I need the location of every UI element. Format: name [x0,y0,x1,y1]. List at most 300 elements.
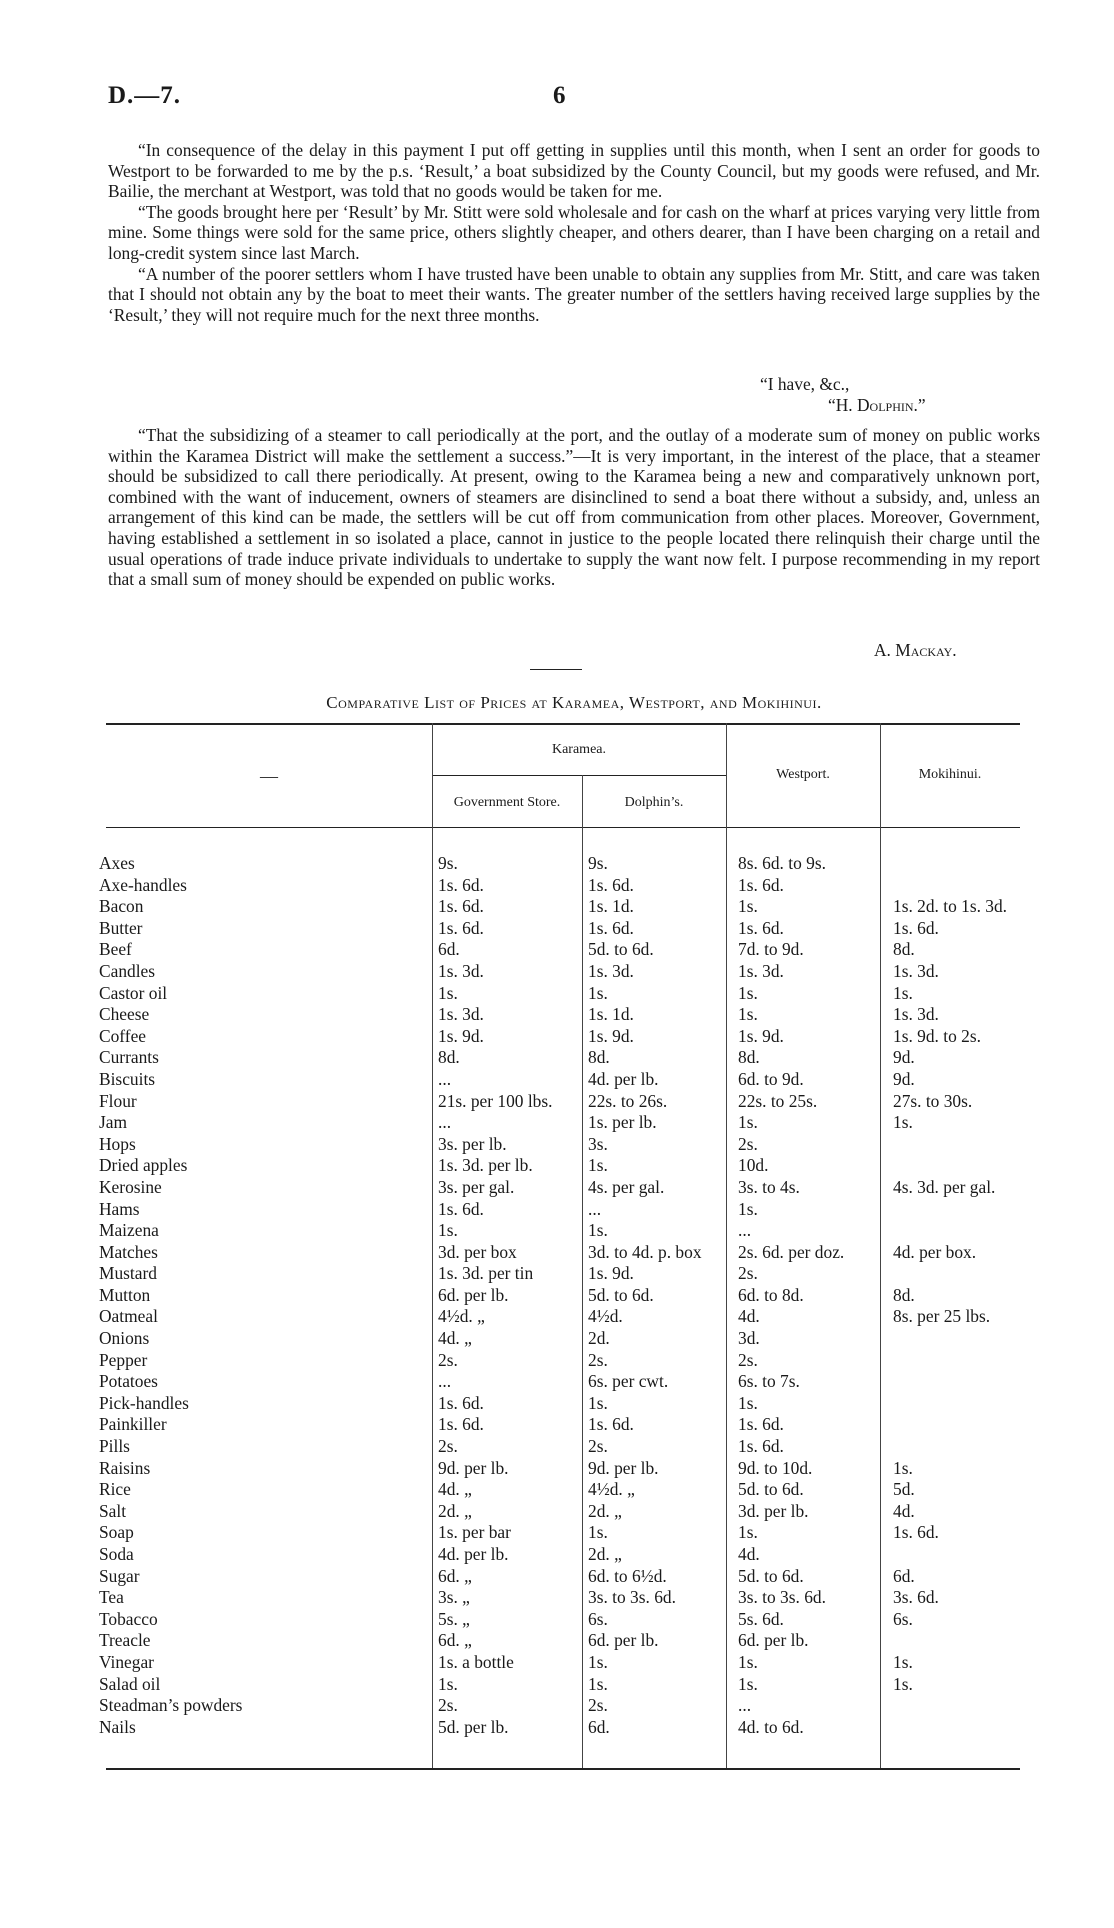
cell-article [99,1047,427,1069]
gov-value: 6d. per lb. [438,1284,509,1305]
dol-value: 4½d. „ [588,1479,635,1500]
cell-gov [438,939,578,961]
cell-dol [588,1134,728,1156]
mok-value: 1s. 6d. [893,1522,939,1543]
table-row [0,1544,1114,1566]
article-value: Tea [99,1587,124,1608]
cell-gov [438,1371,578,1393]
cell-gov [438,1112,578,1134]
gov-value: 1s. 3d. per tin [438,1263,534,1284]
dol-value: 1s. 9d. [588,1025,634,1046]
cell-gov [438,1177,578,1199]
cell-wes [738,1350,883,1372]
cell-dol [588,961,728,983]
cell-mok [893,1566,1043,1588]
cell-dol [588,1544,728,1566]
cell-article [99,1285,427,1307]
table-title: Comparative List of Prices at Karamea, Westport, and Mokihinui. [326,693,822,712]
dol-value: 1s. [588,1673,608,1694]
cell-wes [738,1479,883,1501]
cell-wes [738,1458,883,1480]
cell-article [99,1458,427,1480]
article-value: Cheese [99,1004,150,1025]
cell-mok [893,1522,1043,1544]
cell-wes [738,1414,883,1436]
cell-wes [738,896,883,918]
cell-gov [438,1328,578,1350]
wes-value: 5d. to 6d. [738,1479,804,1500]
wes-value: 1s. 3d. [738,960,784,981]
gov-value: 6d. „ [438,1630,472,1651]
gov-value: 2s. [438,1436,458,1457]
table-row [0,1177,1114,1199]
wes-value: 5s. 6d. [738,1608,784,1629]
cell-gov [438,1479,578,1501]
table-row [0,1414,1114,1436]
cell-dol [588,1674,728,1696]
price-table-body [0,853,1114,1738]
cell-wes [738,1242,883,1264]
cell-mok [893,1587,1043,1609]
cell-gov [438,1220,578,1242]
mok-value: 1s. 3d. [893,960,939,981]
table-bottom-rule [106,1768,1020,1770]
gov-value: 1s. 6d. [438,1414,484,1435]
dol-value: 9s. [588,853,608,873]
cell-article [99,1479,427,1501]
article-value: Soda [99,1544,134,1564]
cell-dol [588,1328,728,1350]
article-value: Salad oil [99,1673,161,1694]
dol-value: 1s. 1d. [588,1004,634,1025]
cell-gov [438,1609,578,1631]
dol-value: 1s. per lb. [588,1112,657,1133]
cell-article [99,1587,427,1609]
cell-mok [893,1458,1043,1480]
cell-wes [738,1393,883,1415]
cell-wes [738,1285,883,1307]
cell-gov [438,961,578,983]
wes-value: ... [738,1695,752,1716]
mok-value: 1s. 3d. [893,1004,939,1025]
mok-value: 8s. per 25 lbs. [893,1306,991,1327]
header-westport: Westport. [776,767,830,782]
cell-gov [438,1242,578,1264]
mok-value: 8d. [893,1284,915,1305]
cell-dol [588,1004,728,1026]
article-value: Raisins [99,1457,151,1478]
gov-value: 3d. per box [438,1241,517,1262]
gov-value: ... [438,1112,452,1133]
cell-mok [893,961,1043,983]
wes-value: 1s. [738,1673,758,1694]
wes-value: 6d. per lb. [738,1630,809,1651]
dol-value: 2s. [588,1349,608,1370]
cell-dol [588,1566,728,1588]
wes-value: 2s. [738,1349,758,1370]
cell-dol [588,1652,728,1674]
cell-wes [738,1436,883,1458]
cell-article [99,1220,427,1242]
gov-value: 1s. 3d. per lb. [438,1155,533,1176]
gov-value: 1s. 6d. [438,874,484,895]
cell-gov [438,1587,578,1609]
paper-reference: D.—7. [108,82,182,109]
letter-body [108,140,1040,325]
table-row [0,875,1114,897]
cell-gov [438,1134,578,1156]
article-value: Dried apples [99,1155,188,1176]
cell-dol [588,1501,728,1523]
dol-value: 1s. [588,1651,608,1672]
wes-value: ... [738,1220,752,1241]
cell-article [99,1674,427,1696]
cell-wes [738,1652,883,1674]
dol-value: 1s. [588,1155,608,1176]
report-signature: A. Mackay. [874,640,957,660]
gov-value: 1s. 3d. [438,960,484,981]
cell-wes [738,1155,883,1177]
article-value: Butter [99,917,143,938]
cell-wes [738,1306,883,1328]
gov-value: ... [438,1068,452,1089]
cell-wes [738,1674,883,1696]
header-bottom-rule [106,827,1020,828]
dol-value: 2d. „ [588,1544,622,1564]
cell-dol [588,1717,728,1739]
cell-wes [738,1544,883,1566]
cell-mok [893,1501,1043,1523]
cell-dol [588,1414,728,1436]
mok-value: 9d. [893,1068,915,1089]
cell-dol [588,1436,728,1458]
cell-dol [588,1242,728,1264]
wes-value: 8s. 6d. to 9s. [738,853,826,873]
cell-wes [738,1112,883,1134]
mok-value: 5d. [893,1479,915,1500]
wes-value: 1s. 9d. [738,1025,784,1046]
dol-value: 1s. [588,1392,608,1413]
wes-value: 1s. [738,982,758,1003]
cell-wes [738,1091,883,1113]
cell-mok [893,896,1043,918]
table-row [0,1199,1114,1221]
cell-mok [893,983,1043,1005]
gov-value: 1s. [438,1220,458,1241]
wes-value: 8d. [738,1047,760,1068]
table-row [0,1371,1114,1393]
mok-value: 1s. [893,1651,913,1672]
cell-dol [588,1479,728,1501]
gov-value: 1s. 6d. [438,917,484,938]
gov-value: 9d. per lb. [438,1457,509,1478]
cell-wes [738,1522,883,1544]
mok-value: 6d. [893,1565,915,1586]
letter-paragraph-3: “A number of the poorer settlers whom I have trusted have been unable to obtain any supplies from Mr. Stitt, and care was taken that I should not obtain any by the boat to meet their wants. The greater number of the settlers having received large supplies by the ‘Result,’ they will not require much for the next three months. [108,263,1040,325]
cell-wes [738,1004,883,1026]
wes-value: 1s. [738,896,758,917]
letter-paragraph-2: “The goods brought here per ‘Result’ by Mr. Stitt were sold wholesale and for cash on the wharf at prices varying very little from mine. Some things were sold for the same price, others slightly cheaper, and others dearer, than I have been charging on a retail and long-credit system since last March. [108,201,1040,263]
header-government-store: Government Store. [453,795,561,810]
cell-dol [588,1220,728,1242]
table-row [0,1393,1114,1415]
table-row [0,1026,1114,1048]
cell-dol [588,1306,728,1328]
cell-article [99,1436,427,1458]
cell-gov [438,1199,578,1221]
cell-article [99,1522,427,1544]
article-value: Beef [99,939,132,960]
letter-signature: “H. Dolphin.” [828,395,926,415]
mok-value: 4d. [893,1500,915,1521]
dol-value: 2d. [588,1328,610,1349]
wes-value: 4d. to 6d. [738,1716,804,1737]
table-row [0,1047,1114,1069]
cell-wes [738,918,883,940]
dol-value: 2s. [588,1436,608,1457]
cell-dol [588,875,728,897]
dol-value: 6s. per cwt. [588,1371,669,1392]
table-row [0,1285,1114,1307]
cell-gov [438,1566,578,1588]
cell-wes [738,1177,883,1199]
gov-value: 6d. [438,939,460,960]
table-row [0,1674,1114,1696]
cell-article [99,1306,427,1328]
article-value: Soap [99,1522,134,1543]
cell-article [99,983,427,1005]
gov-value: 9s. [438,853,458,873]
wes-value: 4d. [738,1544,760,1564]
cell-gov [438,1155,578,1177]
cell-mok [893,1652,1043,1674]
table-row [0,1695,1114,1717]
table-row [0,1652,1114,1674]
cell-wes [738,1609,883,1631]
dol-value: 1s. 9d. [588,1263,634,1284]
cell-dol [588,1263,728,1285]
cell-article [99,1155,427,1177]
article-value: Biscuits [99,1068,156,1089]
table-row [0,1242,1114,1264]
cell-article [99,875,427,897]
cell-wes [738,939,883,961]
gov-value: 1s. 6d. [438,1392,484,1413]
dol-value: 4½d. [588,1306,623,1327]
cell-article [99,1350,427,1372]
cell-wes [738,875,883,897]
dol-value: 6d. to 6½d. [588,1565,667,1586]
header-mokihinui: Mokihinui. [918,767,982,782]
cell-article [99,1652,427,1674]
dol-value: 1s. [588,1522,608,1543]
table-row [0,961,1114,983]
cell-article [99,1717,427,1739]
cell-mok [893,1047,1043,1069]
karamea-subheader-rule [432,775,726,776]
cell-wes [738,1220,883,1242]
mok-value: 1s. 9d. to 2s. [893,1025,981,1046]
cell-dol [588,1522,728,1544]
cell-dol [588,939,728,961]
table-row [0,1155,1114,1177]
article-value: Sugar [99,1565,140,1586]
cell-wes [738,1263,883,1285]
cell-mok [893,1285,1043,1307]
cell-mok [893,939,1043,961]
cell-article [99,939,427,961]
gov-value: 5s. „ [438,1608,470,1629]
article-value: Pills [99,1436,130,1457]
cell-wes [738,1566,883,1588]
article-value: Potatoes [99,1371,158,1392]
dol-value: 2s. [588,1695,608,1716]
gov-value: 1s. 3d. [438,1004,484,1025]
cell-wes [738,1695,883,1717]
cell-gov [438,1436,578,1458]
mok-value: 27s. to 30s. [893,1090,973,1111]
article-value: Mutton [99,1284,151,1305]
cell-gov [438,1414,578,1436]
cell-wes [738,1134,883,1156]
gov-value: 2s. [438,1349,458,1370]
dol-value: 1s. 6d. [588,1414,634,1435]
gov-value: 1s. 6d. [438,896,484,917]
cell-gov [438,1630,578,1652]
mok-value: 1s. 6d. [893,917,939,938]
cell-article [99,1134,427,1156]
table-row [0,1630,1114,1652]
article-value: Salt [99,1500,127,1521]
dol-value: 5d. to 6d. [588,939,654,960]
gov-value: 2s. [438,1695,458,1716]
table-row [0,1436,1114,1458]
cell-wes [738,1328,883,1350]
cell-gov [438,875,578,897]
gov-value: 1s. [438,1673,458,1694]
dol-value: 5d. to 6d. [588,1284,654,1305]
cell-wes [738,1069,883,1091]
dol-value: 9d. per lb. [588,1457,659,1478]
table-row [0,1587,1114,1609]
wes-value: 3d. per lb. [738,1500,809,1521]
article-value: Bacon [99,896,144,917]
cell-dol [588,1630,728,1652]
table-row [0,1263,1114,1285]
article-value: Kerosine [99,1176,162,1197]
cell-gov [438,1026,578,1048]
table-row [0,1091,1114,1113]
table-row [0,939,1114,961]
cell-wes [738,961,883,983]
article-value: Hops [99,1133,136,1154]
cell-gov [438,1091,578,1113]
wes-value: 1s. [738,1392,758,1413]
header-karamea: Karamea. [551,742,607,757]
report-paragraph: “That the subsidizing of a steamer to call periodically at the port, and the outlay of a moderate sum of money on public works within the Karamea District will make the settlement a success.”—It is very important, in the interest of the place, that a steamer should be subsidized to call there periodically. At present, owing to the Karamea being a new and comparatively unknown port, combined with the want of inducement, owners of steamers are disinclined to send a boat there without a subsidy, and, unless an arrangement of this kind can be made, the settlers will be cut off from communication from other places. Moreover, Government, having established a settlement in so isolated a place, cannot in justice to the people located there relinquish their charge until the usual operations of trade induce private individuals to undertake to supply the want now felt. I purpose recommending in my report that a small sum of money should be expended on public works. [108,425,1040,590]
article-value: Maizena [99,1220,159,1241]
cell-gov [438,1047,578,1069]
wes-value: 6d. to 8d. [738,1284,804,1305]
cell-article [99,1695,427,1717]
cell-dol [588,1047,728,1069]
article-value: Treacle [99,1630,151,1651]
cell-article [99,1199,427,1221]
cell-dol [588,1587,728,1609]
mok-value: 3s. 6d. [893,1587,939,1608]
cell-dol [588,1091,728,1113]
cell-gov [438,1069,578,1091]
cell-gov [438,918,578,940]
wes-value: 1s. 6d. [738,1436,784,1457]
mok-value: 1s. [893,1673,913,1694]
table-row [0,1306,1114,1328]
table-row [0,1609,1114,1631]
cell-dol [588,1069,728,1091]
mok-value: 1s. [893,1112,913,1133]
dol-value: 4s. per gal. [588,1176,665,1197]
cell-mok [893,1306,1043,1328]
gov-value: 1s. 6d. [438,1198,484,1219]
cell-wes [738,1630,883,1652]
cell-article [99,1004,427,1026]
cell-wes [738,1587,883,1609]
wes-value: 1s. [738,1198,758,1219]
article-value: Axes [99,853,135,873]
dol-value: 1s. 1d. [588,896,634,917]
cell-article [99,961,427,983]
table-row [0,1458,1114,1480]
wes-value: 5d. to 6d. [738,1565,804,1586]
wes-value: 4d. [738,1306,760,1327]
cell-gov [438,1458,578,1480]
cell-mok [893,918,1043,940]
wes-value: 1s. [738,1522,758,1543]
article-value: Vinegar [99,1651,154,1672]
cell-gov [438,1674,578,1696]
cell-article [99,918,427,940]
dol-value: 1s. [588,982,608,1003]
wes-value: 7d. to 9d. [738,939,804,960]
mok-value: 1s. [893,1457,913,1478]
article-value: Axe-handles [99,874,187,895]
article-value: Nails [99,1716,136,1737]
article-value: Pick-handles [99,1392,189,1413]
cell-dol [588,1695,728,1717]
table-top-rule [106,723,1020,725]
article-value: Candles [99,960,156,981]
cell-wes [738,853,883,875]
cell-wes [738,1199,883,1221]
cell-mok [893,1479,1043,1501]
gov-value: 1s. [438,982,458,1003]
cell-wes [738,1371,883,1393]
cell-article [99,896,427,918]
cell-article [99,1242,427,1264]
cell-gov [438,1695,578,1717]
cell-gov [438,1285,578,1307]
article-value: Castor oil [99,982,168,1003]
table-row [0,1328,1114,1350]
article-value: Flour [99,1090,137,1111]
cell-gov [438,853,578,875]
report-body [108,425,1040,590]
cell-mok [893,1609,1043,1631]
cell-dol [588,1026,728,1048]
article-value: Mustard [99,1263,157,1284]
gov-value: 3s. per lb. [438,1133,507,1154]
wes-value: 6s. to 7s. [738,1371,800,1392]
